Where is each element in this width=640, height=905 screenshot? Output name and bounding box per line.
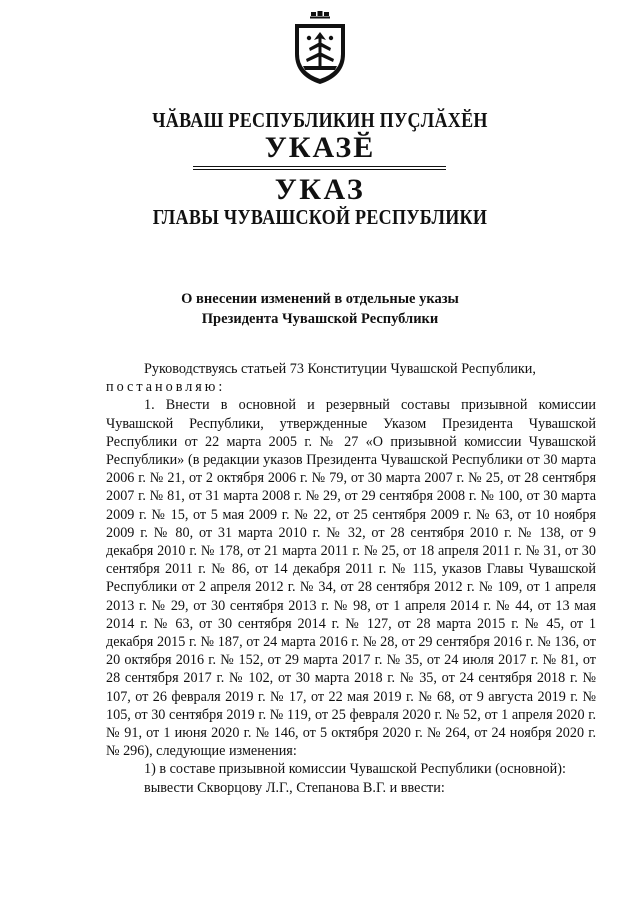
header-chuvash-republic: ЧӐВАШ РЕСПУБЛИКИН ПУҪЛӐХӖН [152, 108, 488, 132]
document-title [150, 289, 490, 329]
postanovlyayu-paragraph [106, 378, 596, 396]
header-divider-top [193, 166, 446, 167]
item-1-1-paragraph: 1) в составе призывной комиссии Чувашской Республики (основной): [144, 761, 566, 778]
postanovlyayu-text: постановляю: [106, 379, 226, 396]
header-glava: ГЛАВЫ ЧУВАШСКОЙ РЕСПУБЛИКИ [152, 205, 488, 229]
document-body [106, 360, 596, 797]
intro-text: Руководствуясь статьей 73 Конституции Чувашской Республики, [144, 361, 536, 377]
header-divider-bottom [193, 169, 446, 170]
title-line-2: Президента Чувашской Республики [201, 311, 439, 327]
header-ukaze: УКАЗӖ [264, 131, 376, 164]
item-1-paragraph: 1. Внести в основной и резервный составы призывной комиссии Чувашской Республики, утвержденные Указом Президента Чувашской Республики от 22 марта 2005 г. № 27 «О призывной комиссии Чувашской Республики» (в редакции указов Президента Чувашской Республики от 30 марта 2006 г. № 21, от 2 октября 2006 г. № 79, от 30 марта 2007 г. № 25, от 28 сентября 2007 г. № 81, от 31 марта 2008 г. № 29, от 29 сентября 2008 г. № 100, от 30 марта 2009 г. № 15, от 5 мая 2009 г. № 22, от 25 сентября 2009 г. № 63, от 10 ноября 2009 г. № 80, от 31 марта 2010 г. № 32, от 28 сентября 2010 г. № 138, от 9 декабря 2010 г. № 178, от 21 марта 2011 г. № 25, от 18 апреля 2011 г. № 31, от 30 сентября 2011 г. № 86, от 14 декабря 2011 г. № 115, указов Главы Чувашской Республики от 2 апреля 2012 г. № 34, от 28 сентября 2012 г. № 109, от 1 апреля 2013 г. № 29, от 30 сентября 2013 г. № 98, от 1 апреля 2014 г. № 44, от 13 мая 2014 г. № 63, от 30 сентября 2014 г. № 127, от 28 марта 2015 г. № 45, от 1 декабря 2015 г. № 187, от 24 марта 2016 г. № 28, от 29 сентября 2016 г. № 136, от 20 октября 2016 г. № 152, от 29 марта 2017 г. № 35, от 24 июля 2017 г. № 81, от 28 сентября 2017 г. № 102, от 30 марта 2018 г. № 35, от 24 сентября 2018 г. № 107, от 26 февраля 2019 г. № 17, от 22 мая 2019 г. № 68, от 9 августа 2019 г. № 105, от 30 сентября 2019 г. № 119, от 25 февраля 2020 г. № 52, от 1 апреля 2020 г. № 91, от 1 июня 2020 г. № 146, от 5 октября 2020 г. № 264, от 24 ноября 2020 г. № 296), следующие изменения: [106, 397, 596, 760]
title-line-1: О внесении изменений в отдельные указы [181, 291, 459, 307]
intro-paragraph [106, 360, 596, 378]
chuvash-coat-of-arms-icon [289, 10, 351, 86]
item-1-1-text-paragraph: вывести Скворцову Л.Г., Степанова В.Г. и ввести: [144, 779, 445, 796]
header-ukaz: УКАЗ [274, 173, 366, 206]
